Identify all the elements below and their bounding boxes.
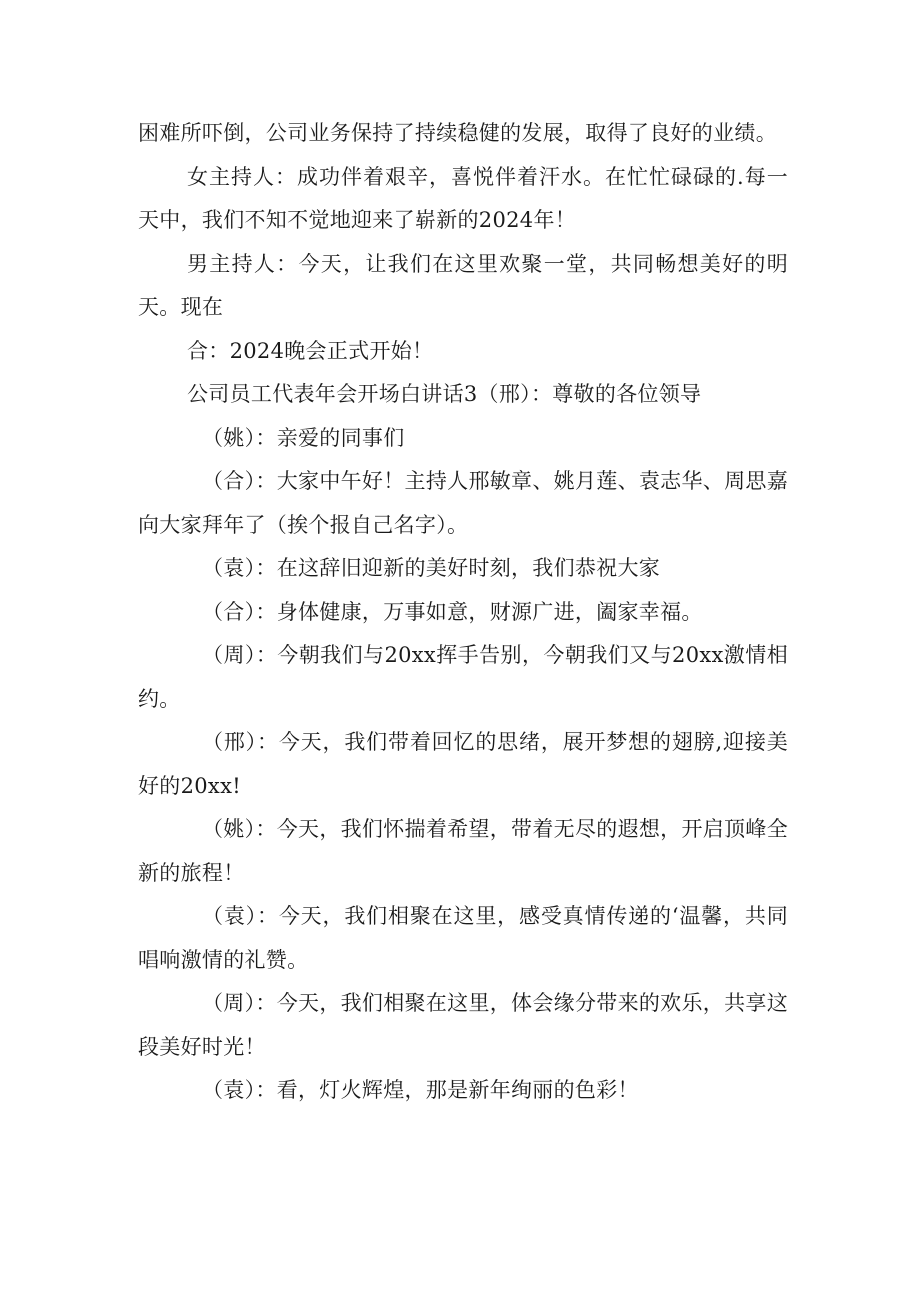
paragraph-3: 男主持人：今天，让我们在这里欢聚一堂，共同畅想美好的明天。现在 (138, 251, 788, 319)
paragraph-12: （姚）：今天，我们怀揣着希望，带着无尽的遐想，开启顶峰全新的旅程！ (138, 817, 788, 885)
paragraph-5: 公司员工代表年会开场白讲话3（邢）：尊敬的各位领导 (187, 382, 702, 406)
paragraph-2: 女主持人：成功伴着艰辛，喜悦伴着汗水。在忙忙碌碌的.每一天中，我们不知不觉地迎来了崭新的2024年！ (138, 164, 788, 232)
paragraph-7: （合）：大家中午好！主持人邢敏章、姚月莲、袁志华、周思嘉向大家拜年了（挨个报自己名字）。 (138, 469, 788, 537)
paragraph-10: （周）：今朝我们与20xx挥手告别，今朝我们又与20xx激情相约。 (138, 643, 788, 711)
paragraph-8: （袁）：在这辞旧迎新的美好时刻，我们恭祝大家 (202, 556, 661, 580)
paragraph-11: （邢）：今天，我们带着回忆的思绪，展开梦想的翅膀,迎接美好的20xx! (138, 730, 788, 798)
paragraph-14: （周）：今天，我们相聚在这里，体会缘分带来的欢乐，共享这段美好时光！ (138, 991, 788, 1059)
paragraph-6: （姚）：亲爱的同事们 (202, 425, 405, 450)
paragraph-4: 合：2024晚会正式开始！ (187, 338, 434, 363)
document-body (138, 112, 788, 1113)
paragraph-13: （袁）：今天，我们相聚在这里，感受真情传递的‘温馨，共同唱响激情的礼赞。 (138, 904, 788, 972)
paragraph-15: （袁）：看，灯火辉煌，那是新年绚丽的色彩！ (202, 1078, 639, 1102)
paragraph-9: （合）：身体健康，万事如意，财源广进，阖家幸福。 (202, 599, 703, 624)
paragraph-1: 困难所吓倒，公司业务保持了持续稳健的发展，取得了良好的业绩。 (138, 121, 777, 145)
